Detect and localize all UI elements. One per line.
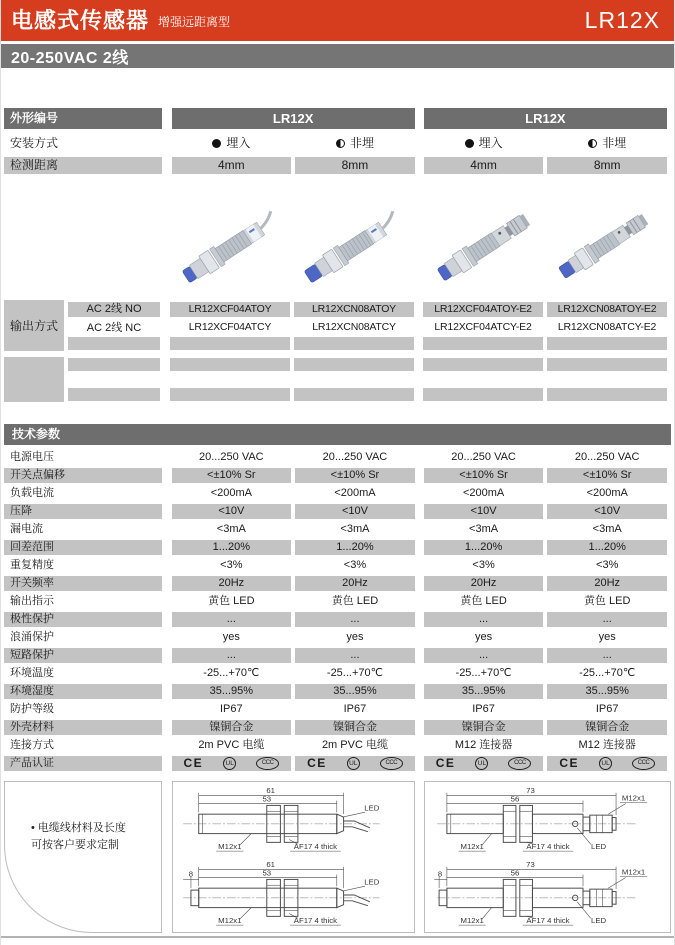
flush-icon xyxy=(465,139,474,148)
ce-mark-icon: CE xyxy=(307,755,327,770)
spec-label: 浪涌保护 xyxy=(10,630,54,643)
spec-value: ... xyxy=(295,648,415,663)
shape-code-label: 外形编号 xyxy=(4,108,162,129)
distance-value: 8mm xyxy=(547,157,667,174)
spec-value: 1...20% xyxy=(547,540,667,555)
note-line-1: • 电缆线材料及长度 xyxy=(31,822,126,834)
spec-value: yes xyxy=(598,630,616,643)
spec-value: <200mA xyxy=(334,486,376,499)
output-row-no xyxy=(68,300,671,318)
spec-row xyxy=(4,610,671,628)
spec-value: <±10% Sr xyxy=(424,468,544,483)
page-title: 电感式传感器 xyxy=(11,7,150,33)
part-number: LR12XCF04ATCY-E2 xyxy=(434,321,532,333)
part-number: LR12XCN08ATCY-E2 xyxy=(557,321,657,333)
ccc-mark-icon: CCC xyxy=(380,757,403,770)
spec-value: 20...250 VAC xyxy=(451,450,516,463)
spec-value: yes xyxy=(222,630,240,643)
output-empty-row xyxy=(68,336,671,351)
spec-row xyxy=(4,628,671,646)
spec-label: 重复精度 xyxy=(10,558,54,571)
spec-value: IP67 xyxy=(595,702,619,715)
spec-value: 1...20% xyxy=(295,540,415,555)
spec-label: 回差范围 xyxy=(4,540,162,555)
spec-row xyxy=(4,448,671,466)
mounting-value: 埋入 xyxy=(478,135,503,150)
spec-value: -25...+70℃ xyxy=(579,666,636,679)
spec-value: <10V xyxy=(295,504,415,519)
connection-row xyxy=(4,736,671,754)
distance-label: 检测距离 xyxy=(4,157,162,174)
certification-row xyxy=(4,754,671,772)
output-mode-label: 输出方式 xyxy=(4,300,64,351)
spec-value: <10V xyxy=(424,504,544,519)
svg-text:8: 8 xyxy=(437,869,442,879)
spec-value: 35...95% xyxy=(295,684,415,699)
spec-label: 开关点偏移 xyxy=(4,468,162,483)
svg-text:53: 53 xyxy=(262,794,271,804)
product-photos-row xyxy=(4,195,671,299)
spec-row xyxy=(4,484,671,502)
spec-value: 20Hz xyxy=(547,576,667,591)
spec-value: <10V xyxy=(172,504,292,519)
svg-text:AF17 4 thick: AF17 4 thick xyxy=(293,915,337,925)
spec-label: 环境温度 xyxy=(10,666,54,679)
spec-value: 20Hz xyxy=(172,576,292,591)
spec-value: 20Hz xyxy=(424,576,544,591)
spec-row xyxy=(4,646,671,664)
spec-value: 黄色 LED xyxy=(583,594,631,607)
part-number: LR12XCN08ATOY-E2 xyxy=(547,302,667,317)
non-flush-icon xyxy=(336,139,345,148)
output-spacer-block xyxy=(4,357,64,402)
tech-params-header: 技术参数 xyxy=(4,424,671,445)
spec-value: <3mA xyxy=(340,522,370,535)
spec-value: 黄色 LED xyxy=(331,594,379,607)
spec-label: 环境湿度 xyxy=(4,684,162,699)
part-number: LR12XCN08ATOY xyxy=(294,302,414,317)
page-bottom-rule xyxy=(1,936,674,938)
output-row-nc xyxy=(68,318,671,336)
distance-value: 8mm xyxy=(295,157,415,174)
spec-value: <±10% Sr xyxy=(547,468,667,483)
part-number: LR12XCF04ATOY-E2 xyxy=(423,302,543,317)
spec-value: 2m PVC 电缆 xyxy=(198,738,265,751)
spec-label: 负载电流 xyxy=(10,486,54,499)
svg-text:AF17 4 thick: AF17 4 thick xyxy=(293,842,337,852)
spec-value: ... xyxy=(424,648,544,663)
spec-label: 外壳材料 xyxy=(4,720,162,735)
spec-value: -25...+70℃ xyxy=(203,666,260,679)
spec-row xyxy=(4,466,671,484)
spec-value: 1...20% xyxy=(424,540,544,555)
spec-value: 20...250 VAC xyxy=(574,450,640,463)
ccc-mark-icon: CCC xyxy=(632,757,655,770)
series-header-row xyxy=(4,108,671,129)
spec-row xyxy=(4,682,671,700)
output-empty-row xyxy=(68,357,671,372)
spec-value: -25...+70℃ xyxy=(455,666,512,679)
ul-mark-icon: UL xyxy=(475,757,488,770)
spec-label: 输出指示 xyxy=(10,594,54,607)
dimension-drawing-cable-flush xyxy=(177,785,411,855)
spec-value: 黄色 LED xyxy=(208,594,255,607)
spec-label: 极性保护 xyxy=(4,612,162,627)
spec-value: 20Hz xyxy=(295,576,415,591)
spec-value: IP67 xyxy=(472,702,495,715)
spec-label: 漏电流 xyxy=(10,522,43,535)
svg-text:M12x1: M12x1 xyxy=(217,842,242,852)
svg-text:56: 56 xyxy=(510,794,519,804)
spec-value: ... xyxy=(547,648,667,663)
page-subtitle: 增强远距离型 xyxy=(158,14,231,29)
output-nc-label: AC 2线 NC xyxy=(86,322,142,334)
svg-text:56: 56 xyxy=(510,868,519,878)
spec-value: <3mA xyxy=(592,522,622,535)
cable-drawings-box xyxy=(172,781,416,933)
voltage-banner: 20-250VAC 2线 xyxy=(1,44,674,68)
ul-mark-icon: UL xyxy=(347,757,360,770)
spec-value: IP67 xyxy=(343,702,367,715)
distance-value: 4mm xyxy=(424,157,544,174)
mounting-label: 安装方式 xyxy=(10,135,59,150)
spec-value: ... xyxy=(295,612,415,627)
svg-text:53: 53 xyxy=(262,868,271,878)
spec-row xyxy=(4,556,671,574)
spec-value: <±10% Sr xyxy=(295,468,415,483)
spec-row xyxy=(4,538,671,556)
ul-mark-icon: UL xyxy=(223,757,236,770)
spec-value: <3mA xyxy=(469,522,499,535)
mounting-value: 非埋 xyxy=(349,135,374,150)
spec-value: <200mA xyxy=(210,486,252,499)
note-line-2: 可按客户要求定制 xyxy=(31,839,119,852)
svg-text:LED: LED xyxy=(363,803,379,813)
svg-text:LED: LED xyxy=(363,876,379,886)
mounting-row xyxy=(4,129,671,155)
svg-text:M12x1: M12x1 xyxy=(460,915,484,925)
spec-row xyxy=(4,592,671,610)
series-header-1: LR12X xyxy=(172,108,415,129)
spec-row xyxy=(4,718,671,736)
ccc-mark-icon: CCC xyxy=(256,757,279,770)
svg-text:61: 61 xyxy=(265,786,275,796)
spec-value: <±10% Sr xyxy=(172,468,292,483)
spec-value: <3% xyxy=(472,558,495,571)
part-number: LR12XCF04ATCY xyxy=(188,321,272,333)
output-no-label: AC 2线 NO xyxy=(68,302,160,317)
spec-value: M12 连接器 xyxy=(578,738,636,751)
spec-value: <3% xyxy=(220,558,243,571)
spec-value: 镍铜合金 xyxy=(547,720,667,735)
mounting-value: 埋入 xyxy=(226,135,251,150)
part-number: LR12XCN08ATCY xyxy=(312,321,396,333)
spec-value: 镍铜合金 xyxy=(172,720,292,735)
svg-text:M12x1: M12x1 xyxy=(217,915,242,925)
spec-value: IP67 xyxy=(220,702,243,715)
part-number: LR12XCF04ATOY xyxy=(170,302,290,317)
spec-row xyxy=(4,700,671,718)
spec-value: 2m PVC 电缆 xyxy=(321,738,388,751)
output-empty-row xyxy=(68,387,671,402)
sensor-photo-connector-flush xyxy=(424,195,544,299)
spec-value: ... xyxy=(172,648,292,663)
output-section xyxy=(4,300,671,402)
svg-text:73: 73 xyxy=(525,786,535,796)
flush-icon xyxy=(212,139,221,148)
spec-label: 短路保护 xyxy=(4,648,162,663)
model-name: LR12X xyxy=(584,7,660,33)
spec-label: 连接方式 xyxy=(10,738,54,751)
svg-text:M12x1: M12x1 xyxy=(460,842,484,852)
distance-value: 4mm xyxy=(172,157,292,174)
spec-value: 35...95% xyxy=(547,684,667,699)
mounting-value: 非埋 xyxy=(602,135,627,150)
svg-text:8: 8 xyxy=(188,869,193,879)
svg-text:M12x1: M12x1 xyxy=(621,793,645,803)
ce-mark-icon: CE xyxy=(559,755,580,770)
svg-text:M12x1: M12x1 xyxy=(621,867,645,877)
dimension-drawing-cable-nonflush xyxy=(177,859,411,929)
spec-value: 20...250 VAC xyxy=(199,450,264,463)
spec-value: 镍铜合金 xyxy=(424,720,544,735)
drawings-section xyxy=(4,781,671,933)
output-empty-row xyxy=(68,372,671,387)
sensor-photo-cable-nonflush xyxy=(295,195,415,299)
spec-value: ... xyxy=(172,612,292,627)
connector-drawings-box xyxy=(424,781,671,933)
svg-text:73: 73 xyxy=(525,859,535,869)
spec-value: 35...95% xyxy=(424,684,544,699)
spec-value: -25...+70℃ xyxy=(326,666,383,679)
spec-row xyxy=(4,502,671,520)
ccc-mark-icon: CCC xyxy=(508,757,531,770)
header-banner xyxy=(1,0,674,41)
dimension-drawing-connector-flush xyxy=(431,785,665,855)
svg-text:61: 61 xyxy=(265,859,275,869)
spec-value: <10V xyxy=(547,504,667,519)
spec-value: 20...250 VAC xyxy=(322,450,388,463)
spec-value: M12 连接器 xyxy=(454,738,513,751)
series-header-2: LR12X xyxy=(424,108,667,129)
spec-value: <200mA xyxy=(462,486,505,499)
spec-value: 35...95% xyxy=(172,684,292,699)
spec-label: 产品认证 xyxy=(4,756,162,771)
spec-value: 黄色 LED xyxy=(460,594,507,607)
sensor-photo-connector-nonflush xyxy=(547,195,667,299)
cable-note-box xyxy=(4,781,162,933)
spec-value: <200mA xyxy=(586,486,628,499)
table-content xyxy=(1,108,674,402)
spec-value: ... xyxy=(424,612,544,627)
spec-value: yes xyxy=(346,630,364,643)
spec-row xyxy=(4,574,671,592)
ce-mark-icon: CE xyxy=(435,755,456,770)
spec-value: yes xyxy=(475,630,493,643)
spec-value: <3% xyxy=(596,558,619,571)
dimension-drawing-connector-nonflush xyxy=(431,859,665,929)
spec-value: <3mA xyxy=(216,522,246,535)
distance-row xyxy=(4,155,671,175)
spec-label: 开关频率 xyxy=(4,576,162,591)
svg-text:LED: LED xyxy=(590,842,606,852)
ce-mark-icon: CE xyxy=(183,755,204,770)
spec-value: <3% xyxy=(343,558,367,571)
spec-value: 1...20% xyxy=(172,540,292,555)
svg-text:LED: LED xyxy=(590,915,606,925)
non-flush-icon xyxy=(588,139,597,148)
ul-mark-icon: UL xyxy=(599,757,612,770)
spec-value: ... xyxy=(547,612,667,627)
sensor-photo-cable-flush xyxy=(172,195,292,299)
svg-text:AF17 4 thick: AF17 4 thick xyxy=(526,842,570,852)
svg-text:AF17 4 thick: AF17 4 thick xyxy=(526,915,570,925)
spec-row xyxy=(4,520,671,538)
spec-label: 防护等级 xyxy=(10,702,54,715)
spec-label: 压降 xyxy=(4,504,162,519)
spec-value: 镍铜合金 xyxy=(295,720,415,735)
spec-label: 电源电压 xyxy=(10,450,54,463)
spec-row xyxy=(4,664,671,682)
